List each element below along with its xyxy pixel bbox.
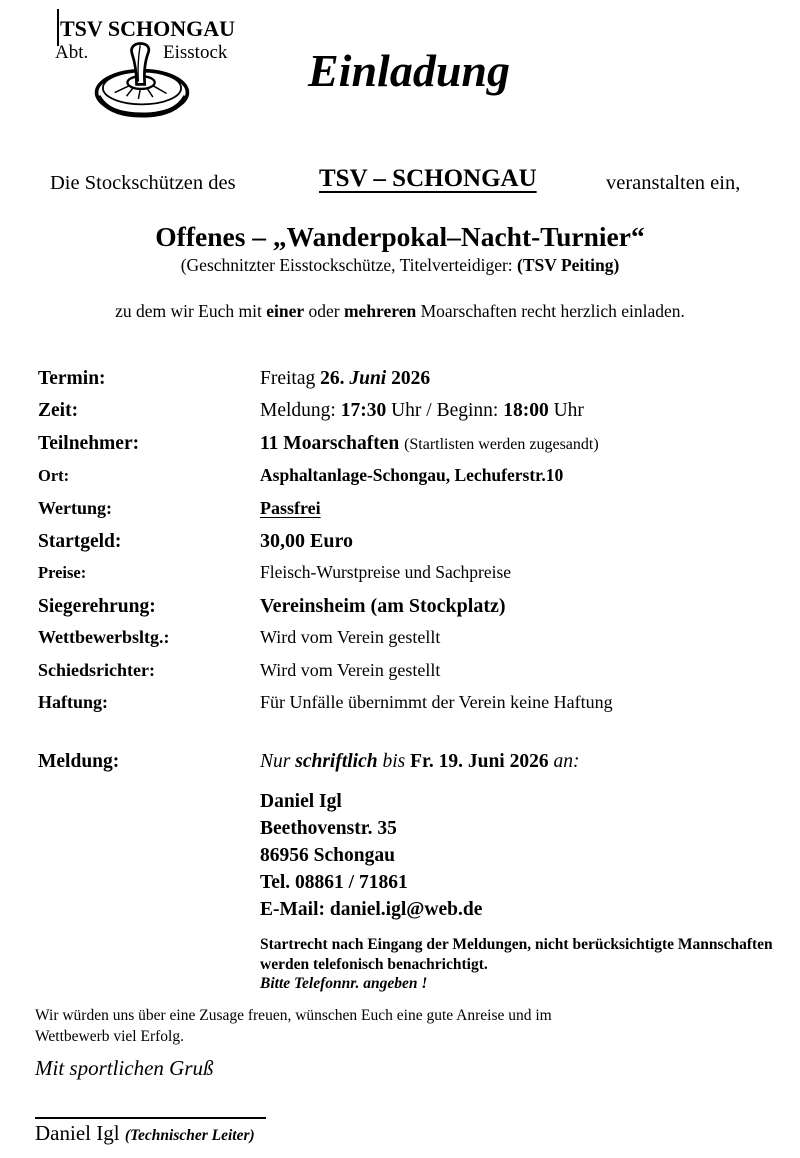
detail-value — [260, 433, 599, 455]
closing-text — [35, 1006, 552, 1047]
event-subtitle-text: (Geschnitzter Eisstockschütze, Titelverteidiger: — [180, 255, 518, 275]
eisstock-icon — [86, 38, 198, 118]
meldung-segment: schriftlich — [295, 751, 383, 772]
detail-label: Termin: — [38, 368, 106, 389]
department-label: Abt. — [55, 42, 89, 63]
event-title: Offenes – „Wanderpokal–Nacht-Turnier“ — [155, 221, 645, 252]
detail-value-segment: 17:30 — [340, 400, 387, 422]
detail-row — [38, 627, 778, 659]
detail-value-segment: Fleisch-Wurstpreise und Sachpreise — [260, 562, 512, 583]
invite-text: Moarschaften recht herzlich einladen. — [416, 301, 685, 321]
detail-value-segment: 18:00 — [503, 400, 549, 422]
detail-label: Haftung: — [38, 691, 109, 712]
invite-sentence — [0, 301, 800, 322]
detail-value-segment: Uhr / Beginn: — [386, 400, 504, 422]
detail-row — [38, 660, 778, 692]
contact-line: E-Mail: daniel.igl@web.de — [260, 899, 483, 920]
closing-line: Wettbewerb viel Erfolg. — [35, 1027, 184, 1045]
detail-value — [260, 465, 563, 486]
detail-value — [260, 368, 430, 390]
meldung-instruction — [260, 751, 579, 773]
closing-line: Wir würden uns über eine Zusage freuen, wünschen Euch eine gute Anreise und im — [35, 1007, 552, 1024]
intro-club-name: TSV – SCHONGAU — [319, 165, 537, 192]
note-line: werden telefonisch benachrichtigt. — [260, 955, 488, 973]
intro-text-left: Die Stockschützen des — [50, 172, 236, 194]
detail-row — [38, 562, 778, 594]
detail-label: Siegerehrung: — [38, 595, 156, 617]
meldung-segment: an: — [553, 751, 580, 772]
scan-artifact-bar — [57, 9, 59, 46]
department-name: Eisstock — [163, 42, 228, 63]
invite-emphasis: einer — [266, 301, 305, 321]
detail-label: Ort: — [38, 466, 70, 486]
meldung-segment: bis — [382, 751, 411, 772]
detail-value-segment: 30,00 Euro — [260, 529, 353, 552]
detail-value-segment: (Startlisten werden zugesandt) — [404, 435, 599, 453]
detail-label: Preise: — [38, 563, 87, 583]
detail-value-segment: 2026 — [386, 368, 431, 389]
detail-value — [260, 562, 511, 583]
detail-value — [260, 595, 506, 618]
detail-row — [38, 400, 778, 432]
contact-line: Daniel Igl — [260, 791, 342, 812]
detail-value — [260, 627, 440, 648]
detail-value-segment: Für Unfälle übernimmt der Verein keine Haftung — [260, 691, 613, 712]
detail-value-segment: Freitag — [260, 368, 321, 389]
detail-value — [260, 498, 321, 519]
invite-text: oder — [304, 301, 344, 321]
detail-value-segment: 11 Moarschaften — [260, 432, 405, 454]
detail-row — [38, 433, 778, 465]
contact-line: Beethovenstr. 35 — [260, 818, 397, 839]
note-block — [260, 935, 800, 994]
detail-value-segment: 26. — [320, 368, 350, 389]
detail-label: Startgeld: — [38, 530, 122, 552]
page-title: Einladung — [308, 45, 510, 96]
signature-line — [35, 1117, 266, 1119]
detail-row — [38, 595, 778, 627]
detail-value-segment: Juni — [349, 368, 387, 389]
signature-role: (Technischer Leiter) — [124, 1127, 255, 1144]
detail-label: Zeit: — [38, 400, 79, 422]
note-line: Startrecht nach Eingang der Meldungen, nicht berücksichtigte Mannschaften — [260, 936, 773, 953]
detail-row — [38, 530, 778, 562]
club-name: TSV SCHONGAU — [60, 16, 236, 41]
detail-value-segment: Uhr — [548, 400, 584, 422]
contact-line: 86956 Schongau — [260, 845, 395, 866]
detail-label: Wertung: — [38, 497, 112, 518]
meldung-segment: Nur — [260, 751, 296, 772]
detail-value-segment: Wird vom Verein gestellt — [260, 627, 441, 648]
detail-row — [38, 368, 778, 400]
note-emphasis: Bitte Telefonnr. angeben ! — [260, 975, 428, 992]
detail-label: Teilnehmer: — [38, 432, 140, 454]
detail-label: Meldung: — [38, 751, 120, 772]
detail-value — [260, 692, 613, 713]
detail-value-segment: Vereinsheim (am Stockplatz) — [260, 594, 506, 617]
event-subtitle — [0, 255, 800, 276]
invite-text: zu dem wir Euch mit — [115, 301, 267, 321]
signature-name: Daniel Igl — [35, 1121, 120, 1145]
intro-text-right: veranstalten ein, — [606, 172, 741, 194]
detail-value-segment: Asphaltanlage-Schongau, Lechuferstr.10 — [260, 465, 564, 486]
meldung-deadline: Fr. 19. Juni 2026 — [410, 751, 554, 772]
detail-value-segment: Wird vom Verein gestellt — [260, 659, 441, 680]
detail-label: Schiedsrichter: — [38, 659, 155, 680]
detail-value-segment: Meldung: — [260, 400, 341, 422]
detail-row — [38, 465, 778, 497]
signature — [35, 1121, 255, 1146]
detail-row — [38, 692, 778, 724]
detail-value — [260, 530, 353, 553]
invite-emphasis: mehreren — [343, 301, 417, 321]
detail-label: Wettbewerbsltg.: — [38, 627, 170, 648]
detail-row — [38, 498, 778, 530]
contact-block — [260, 791, 482, 926]
detail-value — [260, 660, 440, 681]
detail-value — [260, 400, 584, 422]
contact-line: Tel. 08861 / 71861 — [260, 872, 408, 893]
details-table — [38, 368, 778, 724]
detail-value-segment: Passfrei — [260, 497, 321, 518]
meldung-row — [38, 751, 778, 773]
event-title-holder: (TSV Peiting) — [517, 255, 620, 275]
regards-line: Mit sportlichen Gruß — [35, 1056, 214, 1080]
